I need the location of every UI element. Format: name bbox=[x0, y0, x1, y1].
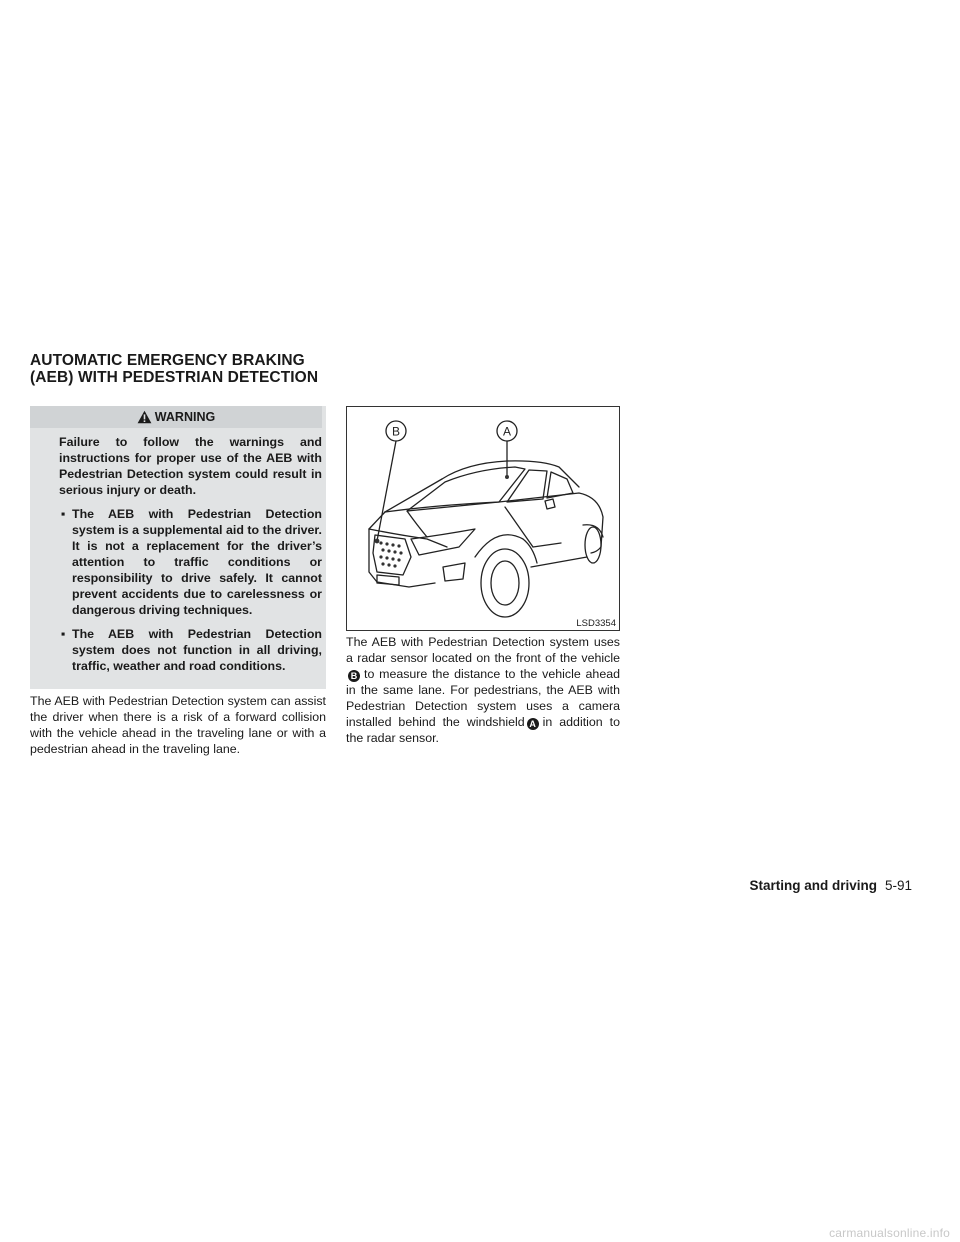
marker-b-icon: B bbox=[348, 670, 360, 682]
marker-a-icon: A bbox=[527, 718, 539, 730]
warning-box bbox=[30, 406, 326, 689]
figure-label-a: A bbox=[502, 424, 512, 439]
right-paragraph bbox=[346, 634, 620, 746]
list-item bbox=[59, 626, 322, 674]
warning-title: WARNING bbox=[154, 410, 216, 424]
warning-triangle-icon bbox=[137, 409, 152, 431]
warning-intro: Failure to follow the warnings and instructions for proper use of the AEB with Pedestrian Detection system could result in serious injury or death. bbox=[59, 435, 322, 497]
right-paragraph-part-2: to measure the distance to the vehicle ahead in the same lane. For pedestrians, the AEB with Pedestrian Detection system uses a camera installed behind the windshield bbox=[346, 667, 620, 729]
heading-line-1: AUTOMATIC EMERGENCY BRAKING bbox=[30, 352, 305, 369]
car-illustration bbox=[347, 407, 619, 630]
page-footer bbox=[749, 878, 912, 894]
watermark[interactable]: carmanualsonline.info bbox=[829, 1226, 950, 1240]
warning-bullet-text: The AEB with Pedestrian Detection system is a supplemental aid to the driver. It is not a replacement for the driver’s attention to traffic conditions or responsibility to drive safely. It cannot prevent accidents due to carelessness or dangerous driving techniques. bbox=[72, 507, 322, 617]
warning-header bbox=[30, 406, 322, 428]
list-item bbox=[59, 506, 322, 618]
right-paragraph-part-1: The AEB with Pedestrian Detection system uses a radar sensor located on the front of the vehicle bbox=[346, 635, 620, 665]
left-paragraph: The AEB with Pedestrian Detection system can assist the driver when there is a risk of a forward collision with the vehicle ahead in the traveling lane or with a pedestrian ahead in the traveling lane. bbox=[30, 694, 326, 756]
right-paragraph-part-3: in addition to the radar sensor. bbox=[346, 715, 620, 745]
warning-body bbox=[30, 428, 322, 674]
warning-bullet-text: The AEB with Pedestrian Detection system does not function in all driving, traffic, weather and road conditions. bbox=[72, 627, 322, 673]
bullet-marker: ▪ bbox=[61, 507, 66, 521]
bullet-marker: ▪ bbox=[61, 627, 66, 641]
section-heading bbox=[30, 352, 450, 386]
page-number: 5-91 bbox=[884, 878, 912, 893]
figure-code: LSD3354 bbox=[576, 618, 616, 629]
footer-section-title: Starting and driving bbox=[749, 878, 877, 893]
warning-bullet-list bbox=[59, 506, 322, 674]
figure-label-b: B bbox=[391, 424, 401, 439]
heading-line-2: (AEB) WITH PEDESTRIAN DETECTION bbox=[30, 369, 319, 386]
vehicle-figure bbox=[346, 406, 620, 631]
